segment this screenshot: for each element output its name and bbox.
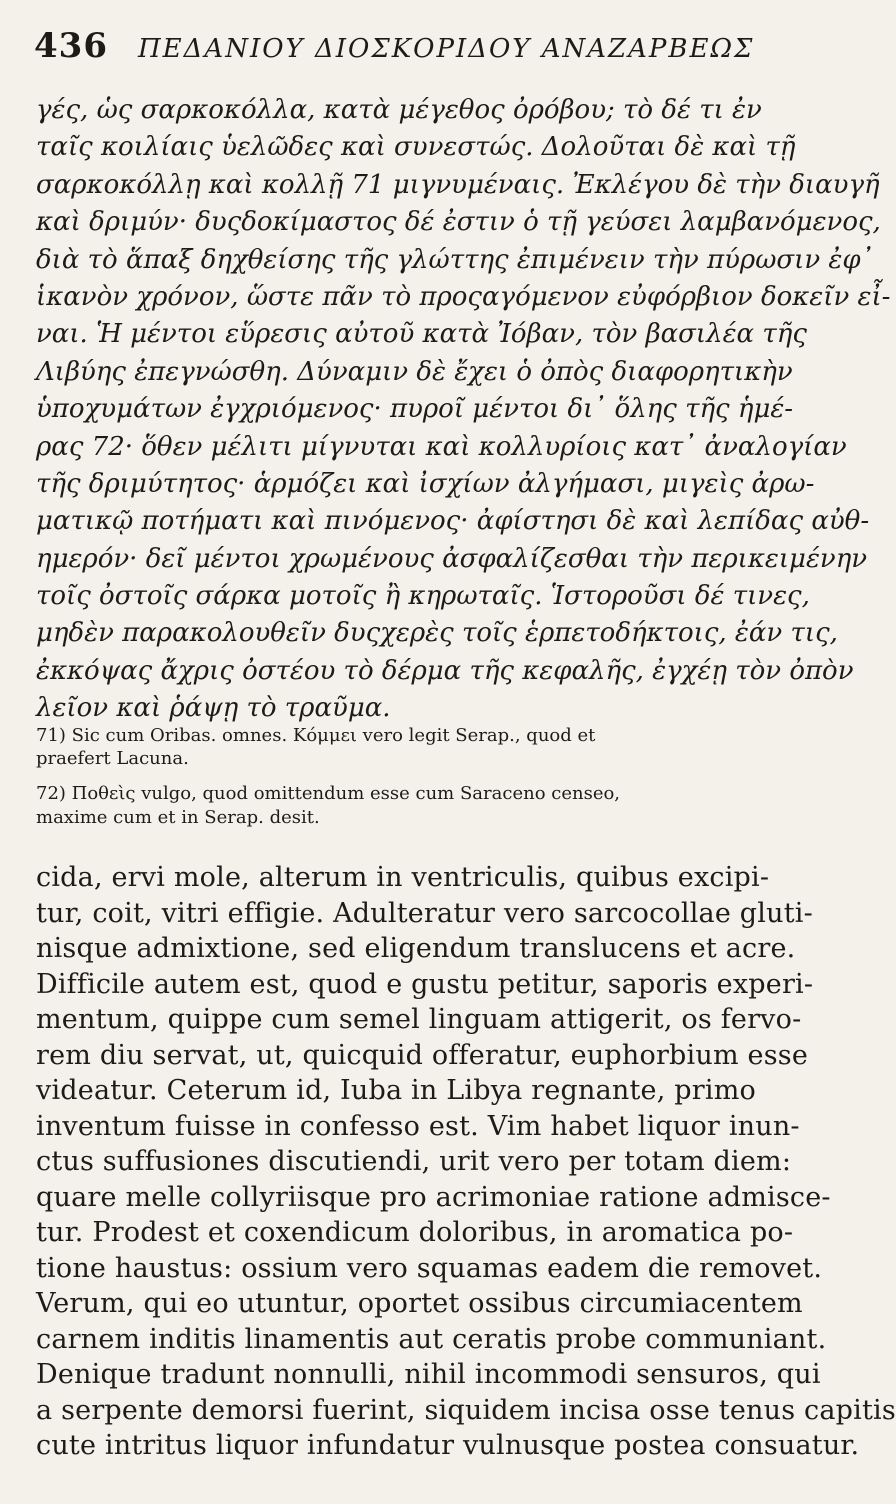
greek-line: ταῖς κοιλίαις ὑελῶδες καὶ συνεστώς. Δολοῦται δὲ καὶ τῇ	[36, 132, 796, 163]
greek-line: γές, ὡς σαρκοκόλλα, κατὰ μέγεθος ὀρόβου; τὸ δέ τι ἐν	[36, 95, 762, 125]
latin-line: videatur. Ceterum id, Iuba in Libya regnante, primo	[36, 1075, 756, 1106]
latin-line: tur, coit, vitri effigie. Adulteratur vero sarcocollae gluti-	[36, 897, 813, 929]
greek-line: σαρκοκόλλῃ καὶ κολλῇ 71 μιγνυμέναις. Ἐκλέγου δὲ τὴν διαυγῆ	[36, 169, 880, 200]
latin-line: tur. Prodest et coxendicum doloribus, in aromatica po-	[36, 1217, 794, 1248]
greek-line: τοῖς ὀστοῖς σάρκα μοτοῖς ἢ κηρωταῖς. Ἱστοροῦσι δέ τινες,	[36, 581, 810, 612]
greek-line: διὰ τὸ ἅπαξ δηχθείσης τῆς γλώττης ἐπιμένειν τὴν πύρωσιν ἐφ᾽	[36, 244, 874, 275]
footnote-line: 71) Sic cum Oribas. omnes. Κόμμει vero legit Serap., quod et	[36, 725, 596, 746]
footnotes-block	[36, 724, 768, 829]
latin-text-block	[36, 860, 896, 1464]
greek-line: ἐκκόψας ἄχρις ὀστέου τὸ δέρμα τῆς κεφαλῆς, ἐγχέῃ τὸν ὀπὸν	[36, 655, 854, 686]
running-head: ΠΕΔΑΝΙΟΥ ΔΙΟΣΚΟΡΙΔΟΥ ΑΝΑΖΑΡΒΕΩΣ	[137, 34, 755, 64]
greek-line: ναι. Ἡ μέντοι εὕρεσις αὐτοῦ κατὰ Ἰόβαν, τὸν βασιλέα τῆς	[36, 319, 807, 350]
greek-line: ματικῷ ποτήματι καὶ πινόμενος· ἀφίστησι δὲ καὶ λεπίδας αὐθ-	[36, 506, 870, 537]
latin-line: cida, ervi mole, alterum in ventriculis, quibus excipi-	[36, 862, 770, 893]
latin-line: nisque admixtione, sed eligendum translucens et acre.	[36, 933, 796, 964]
latin-line: Verum, qui eo utuntur, oportet ossibus circumiacentem	[36, 1288, 803, 1319]
latin-line: Denique tradunt nonnulli, nihil incommodi sensuros, qui	[36, 1359, 821, 1390]
greek-line: μηδὲν παρακολουθεῖν δυςχερὲς τοῖς ἑρπετοδήκτοις, ἐάν τις,	[36, 618, 838, 649]
footnote-line: praefert Lacuna.	[36, 748, 189, 770]
greek-line: τῆς δριμύτητος· ἁρμόζει καὶ ἰσχίων ἀλγήμασι, μιγεὶς ἀρω-	[36, 468, 815, 499]
latin-line: rem diu servat, ut, quicquid offeratur, euphorbium esse	[36, 1039, 809, 1071]
greek-line: ρας 72· ὅθεν μέλιτι μίγνυται καὶ κολλυρίοις κατ᾽ ἀναλογίαν	[36, 431, 847, 462]
footnote-line: maxime cum et in Serap. desit.	[36, 806, 320, 828]
latin-line: inventum fuisse in confesso est. Vim habet liquor inun-	[36, 1110, 800, 1142]
greek-line: καὶ δριμύν· δυςδοκίμαστος δέ ἐστιν ὁ τῇ γεύσει λαμβανόμενος,	[36, 207, 881, 238]
greek-line: λεῖον καὶ ῥάψῃ τὸ τραῦμα.	[36, 693, 391, 724]
greek-line: Λιβύης ἐπεγνώσθη. Δύναμιν δὲ ἔχει ὁ ὀπὸς διαφορητικὴν	[36, 356, 793, 387]
greek-line: ημερόν· δεῖ μέντοι χρωμένους ἀσφαλίζεσθαι τὴν περικειμένην	[36, 543, 868, 574]
page-number: 436	[34, 26, 108, 66]
greek-text-block	[36, 92, 891, 728]
latin-line: tione haustus: ossium vero squamas eadem die removet.	[36, 1252, 823, 1284]
page-header	[34, 26, 774, 74]
latin-line: ctus suffusiones discutiendi, urit vero per totam diem:	[36, 1146, 792, 1177]
latin-line: carnem inditis linamentis aut ceratis probe communiant.	[36, 1323, 827, 1355]
greek-line: ἱκανὸν χρόνον, ὥστε πᾶν τὸ προςαγόμενον εὐφόρβιον δοκεῖν εἶ-	[36, 281, 891, 312]
latin-line: quare melle collyriisque pro acrimoniae ratione admisce-	[36, 1181, 831, 1213]
footnote-line: 72) Ποθεὶς vulgo, quod omittendum esse cum Saraceno censeo,	[36, 783, 621, 805]
latin-line: a serpente demorsi fuerint, siquidem incisa osse tenus capitis	[36, 1394, 896, 1426]
latin-line: Difficile autem est, quod e gustu petitur, saporis experi-	[36, 968, 814, 1000]
latin-line: cute intritus liquor infundatur vulnusque postea consuatur.	[36, 1430, 860, 1461]
greek-line: ὑποχυμάτων ἐγχριόμενος· πυροῖ μέντοι δι᾽ ὅλης τῆς ἡμέ-	[36, 394, 794, 425]
latin-line: mentum, quippe cum semel linguam attigerit, os fervo-	[36, 1004, 802, 1035]
